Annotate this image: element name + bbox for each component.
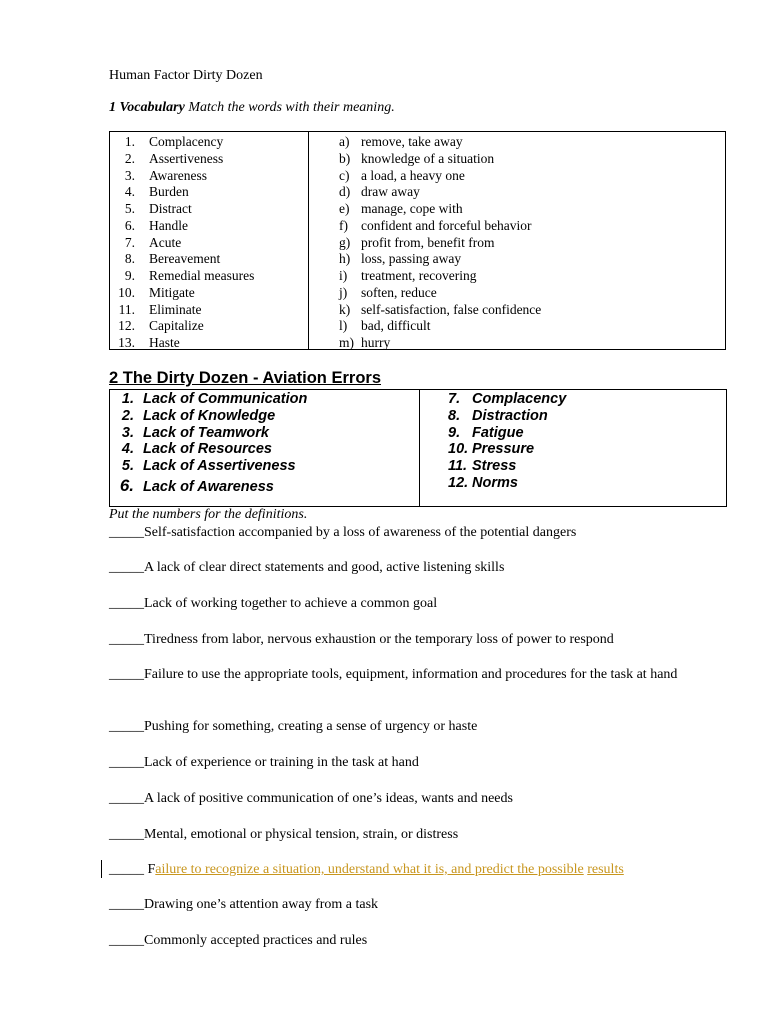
definition-item <box>109 826 709 843</box>
meaning-text: treatment, recovering <box>361 268 477 283</box>
answer-blank[interactable]: _____ <box>109 755 144 770</box>
error-item <box>448 458 516 475</box>
dirty-dozen-table <box>109 389 727 507</box>
meaning-text: confident and forceful behavior <box>361 217 532 233</box>
meaning-letter: k) <box>339 301 351 317</box>
error-text: Distraction <box>472 407 548 424</box>
meaning-item <box>339 184 420 201</box>
error-item <box>110 477 274 496</box>
meaning-text: knowledge of a situation <box>361 150 495 166</box>
error-item <box>448 475 518 492</box>
meaning-text: bad, difficult <box>361 318 431 334</box>
section2-heading: 2 The Dirty Dozen - Aviation Errors <box>109 369 381 387</box>
meaning-item <box>339 285 437 302</box>
word-text: Burden <box>149 184 189 200</box>
meaning-item <box>339 235 494 252</box>
meaning-text: a load, a heavy one <box>361 167 465 183</box>
error-item <box>110 408 275 425</box>
word-item <box>110 335 180 352</box>
answer-blank[interactable]: _____ <box>109 560 144 575</box>
definition-item <box>109 861 709 878</box>
definition-item <box>109 559 709 576</box>
answer-blank[interactable]: _____ <box>109 791 144 806</box>
meaning-item <box>339 268 476 285</box>
definition-text: Lack of working together to achieve a common goal <box>144 596 438 611</box>
table-divider <box>419 390 420 506</box>
word-text: Assertiveness <box>149 150 224 166</box>
error-number: 4. <box>121 441 134 458</box>
definition-item <box>109 524 709 541</box>
meaning-letter: j) <box>339 284 348 300</box>
word-text: Eliminate <box>149 301 202 317</box>
meaning-text: soften, reduce <box>361 284 437 300</box>
word-item <box>110 218 188 235</box>
meaning-item <box>339 168 465 185</box>
error-item <box>110 391 307 408</box>
tracked-change-text: results <box>587 862 624 877</box>
error-item <box>448 425 524 442</box>
section1-instruction: Match the words with their meaning. <box>188 100 395 115</box>
word-text: Handle <box>149 217 188 233</box>
error-item <box>110 441 272 458</box>
definition-text: A lack of positive communication of one’s ideas, wants and needs <box>144 791 513 806</box>
word-number: 7. <box>124 234 135 250</box>
tracked-change-text: ailure to recognize a situation, understand what it is, and predict the possible <box>155 862 584 877</box>
word-number: 3. <box>124 167 135 183</box>
answer-blank[interactable]: _____ <box>109 827 144 842</box>
word-number: 12. <box>118 318 135 334</box>
word-item <box>110 168 207 185</box>
error-item <box>110 458 296 475</box>
error-text: Lack of Assertiveness <box>143 458 296 475</box>
error-text: Pressure <box>472 441 535 458</box>
word-item <box>110 134 223 151</box>
definition-text: A lack of clear direct statements and good, active listening skills <box>144 560 505 575</box>
error-text: Complacency <box>472 391 567 407</box>
definition-item <box>109 666 709 683</box>
definition-item <box>109 754 709 771</box>
error-number: 10. <box>448 441 469 458</box>
meaning-item <box>339 251 461 268</box>
meaning-text: hurry <box>361 335 391 350</box>
meaning-letter: b) <box>339 150 351 166</box>
answer-blank[interactable]: _____ <box>109 632 144 647</box>
word-item <box>110 235 181 252</box>
section1-title: 1 Vocabulary <box>109 100 185 115</box>
meaning-text: remove, take away <box>361 134 463 149</box>
text-cursor <box>101 860 102 878</box>
meaning-letter: i) <box>339 268 348 283</box>
definitions-instruction: Put the numbers for the definitions. <box>109 507 308 522</box>
definition-text: Pushing for something, creating a sense of urgency or haste <box>144 719 478 734</box>
answer-blank[interactable]: _____ <box>109 596 144 611</box>
meaning-item <box>339 318 430 335</box>
word-item <box>110 302 201 319</box>
error-number: 11. <box>448 458 468 475</box>
definition-text: Tiredness from labor, nervous exhaustion or the temporary loss of power to respond <box>144 632 614 647</box>
error-item <box>448 408 548 425</box>
error-text: Stress <box>472 458 517 475</box>
word-number: 6. <box>124 217 135 233</box>
section1-heading <box>109 100 395 116</box>
word-text: Distract <box>149 201 192 216</box>
word-text: Haste <box>149 335 180 350</box>
error-number: 7. <box>448 391 461 407</box>
meaning-letter: l) <box>339 318 348 334</box>
error-text: Fatigue <box>472 424 524 441</box>
error-item <box>448 441 534 458</box>
word-number: 5. <box>124 201 135 216</box>
meaning-letter: c) <box>339 167 350 183</box>
meaning-letter: h) <box>339 251 351 267</box>
meaning-text: loss, passing away <box>361 251 462 267</box>
error-number: 5. <box>121 458 134 475</box>
error-text: Lack of Knowledge <box>143 407 276 424</box>
word-item <box>110 268 254 285</box>
word-item <box>110 184 189 201</box>
word-number: 13. <box>118 335 135 350</box>
document-title: Human Factor Dirty Dozen <box>109 68 263 83</box>
definition-item <box>109 595 709 612</box>
error-item <box>448 391 566 408</box>
definition-text: Drawing one’s attention away from a task <box>144 897 379 912</box>
meaning-text: profit from, benefit from <box>361 234 495 250</box>
word-text: Bereavement <box>149 251 221 267</box>
error-number: 6. <box>119 476 134 495</box>
meaning-item <box>339 151 494 168</box>
meaning-item <box>339 302 541 319</box>
meaning-text: draw away <box>361 184 420 200</box>
definition-text: F <box>147 862 156 877</box>
word-text: Capitalize <box>149 318 204 334</box>
meaning-letter: g) <box>339 234 351 250</box>
word-number: 10. <box>118 284 135 300</box>
answer-blank[interactable]: _____ <box>109 525 144 540</box>
word-text: Mitigate <box>149 284 195 300</box>
answer-blank[interactable]: _____ <box>109 719 144 734</box>
word-text: Acute <box>149 234 182 250</box>
word-number: 9. <box>124 268 135 283</box>
word-item <box>110 201 192 218</box>
word-text: Remedial measures <box>149 268 255 283</box>
error-number: 3. <box>121 424 134 441</box>
word-text: Awareness <box>149 167 207 183</box>
definition-text: Lack of experience or training in the task at hand <box>144 755 419 770</box>
meaning-item <box>339 201 463 218</box>
error-text: Lack of Resources <box>143 441 272 458</box>
meaning-letter: e) <box>339 201 350 216</box>
error-number: 2. <box>121 407 134 424</box>
word-number: 2. <box>124 150 135 166</box>
error-text: Lack of Teamwork <box>143 424 269 441</box>
word-item <box>110 251 220 268</box>
definition-item <box>109 631 709 648</box>
word-number: 8. <box>124 251 135 267</box>
error-text: Lack of Awareness <box>143 479 274 495</box>
meaning-letter: a) <box>339 134 350 149</box>
answer-blank[interactable]: _____ <box>109 667 144 682</box>
definition-text: Mental, emotional or physical tension, strain, or distress <box>144 827 459 842</box>
error-number: 12. <box>448 475 469 491</box>
definition-text: Commonly accepted practices and rules <box>144 933 368 948</box>
word-number: 11. <box>118 301 135 317</box>
error-number: 8. <box>448 407 461 424</box>
meaning-letter: f) <box>339 217 348 233</box>
meaning-item <box>339 218 532 235</box>
definition-text: Failure to use the appropriate tools, equipment, information and procedures for the task at hand <box>144 667 678 682</box>
table-divider <box>308 132 309 349</box>
definition-item <box>109 896 709 913</box>
meaning-letter: d) <box>339 184 351 200</box>
meaning-text: manage, cope with <box>361 201 463 216</box>
word-number: 4. <box>124 184 135 200</box>
word-item <box>110 285 195 302</box>
word-text: Complacency <box>149 134 224 149</box>
error-item <box>110 425 269 442</box>
answer-blank[interactable]: _____ <box>109 933 144 948</box>
error-number: 9. <box>448 424 461 441</box>
meaning-text: self-satisfaction, false confidence <box>361 301 542 317</box>
meaning-item <box>339 335 390 352</box>
error-number: 1. <box>121 391 134 407</box>
vocabulary-table <box>109 131 726 350</box>
answer-blank[interactable]: _____ <box>109 897 144 912</box>
meaning-item <box>339 134 463 151</box>
answer-blank[interactable]: _____ <box>109 862 148 877</box>
error-text: Norms <box>472 475 518 491</box>
error-text: Lack of Communication <box>143 391 308 407</box>
word-item <box>110 318 204 335</box>
word-number: 1. <box>124 134 135 149</box>
definition-item <box>109 790 709 807</box>
definition-text: Self-satisfaction accompanied by a loss of awareness of the potential dangers <box>144 525 577 540</box>
definition-item <box>109 718 709 735</box>
definition-item <box>109 932 709 949</box>
word-item <box>110 151 223 168</box>
meaning-letter: m) <box>339 335 354 350</box>
